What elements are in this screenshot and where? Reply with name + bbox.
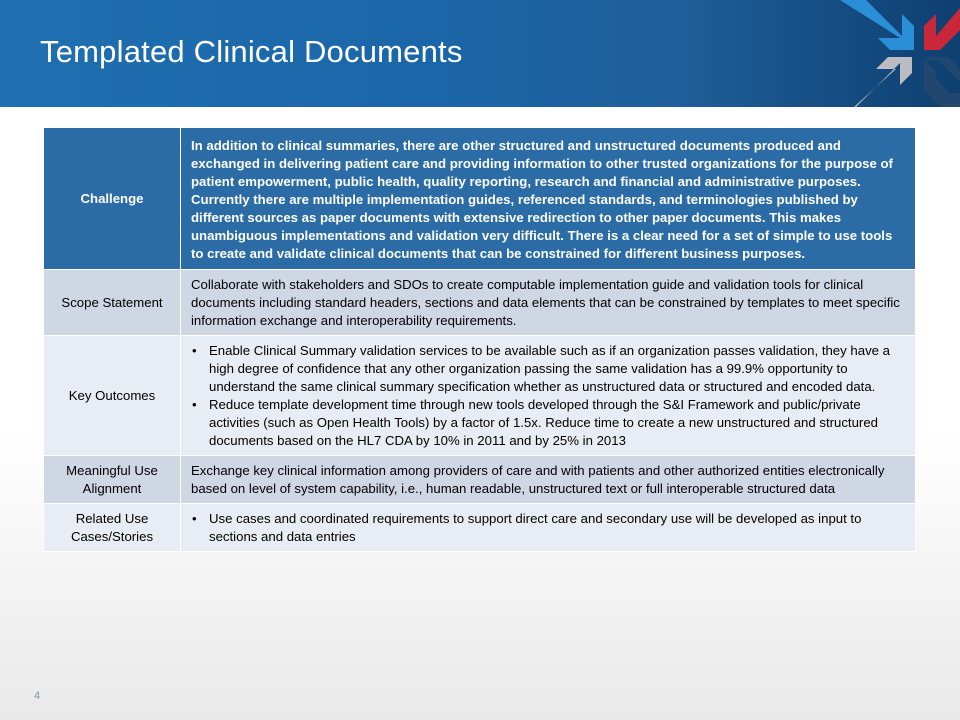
outcomes-label: Key Outcomes xyxy=(44,336,181,456)
slide-title: Templated Clinical Documents xyxy=(40,34,463,69)
table-row xyxy=(44,456,916,504)
scope-label: Scope Statement xyxy=(44,270,181,336)
related-list xyxy=(191,510,907,546)
slide-header xyxy=(0,0,960,107)
alignment-label: Meaningful Use Alignment xyxy=(44,456,181,504)
list-item: • Enable Clinical Summary validation services to be available such as if an organization passes validation, they have a high degree of confidence that any other organization passing the same validation has a 99.9% opportunity to understand the same clinical summary specification whether as unstructured data or structured and encoded data. xyxy=(209,342,907,396)
outcomes-list xyxy=(191,342,907,450)
table-row xyxy=(44,270,916,336)
table-row xyxy=(44,336,916,456)
outcomes-content xyxy=(181,336,916,456)
page-number: 4 xyxy=(34,690,41,702)
logo-arrows-icon xyxy=(830,0,960,107)
list-item: • Reduce template development time through new tools developed through the S&I Framework and public/private activities (such as Open Health Tools) by a factor of 1.5x. Reduce time to create a new unstructured and structured documents based on the HL7 CDA by 10% in 2011 and by 25% in 2013 xyxy=(209,396,907,450)
table-row xyxy=(44,128,916,270)
list-item: • Use cases and coordinated requirements to support direct care and secondary use will be developed as input to sections and data entries xyxy=(209,510,907,546)
alignment-text: Exchange key clinical information among providers of care and with patients and other authorized entities electronically based on level of system capability, i.e., human readable, unstructured text or full interoperable structured data xyxy=(181,456,916,504)
challenge-text: In addition to clinical summaries, there are other structured and unstructured documents produced and exchanged in delivering patient care and providing information to other trusted organizations for the purpose of patient empowerment, public health, quality reporting, research and financial and administrative purposes. Currently there are multiple implementation guides, referenced standards, and terminologies published by different sources as paper documents with extensive redirection to other paper documents. This makes unambiguous implementations and validation very difficult. There is a clear need for a set of simple to use tools to create and validate clinical documents that can be constrained for different business purposes. xyxy=(181,128,916,270)
related-label: Related Use Cases/Stories xyxy=(44,504,181,552)
related-content xyxy=(181,504,916,552)
info-table xyxy=(43,127,916,552)
scope-text: Collaborate with stakeholders and SDOs to create computable implementation guide and validation tools for clinical documents including standard headers, sections and data elements that can be constrained by templates to meet specific information exchange and interoperability requirements. xyxy=(181,270,916,336)
challenge-label: Challenge xyxy=(44,128,181,270)
table-row xyxy=(44,504,916,552)
